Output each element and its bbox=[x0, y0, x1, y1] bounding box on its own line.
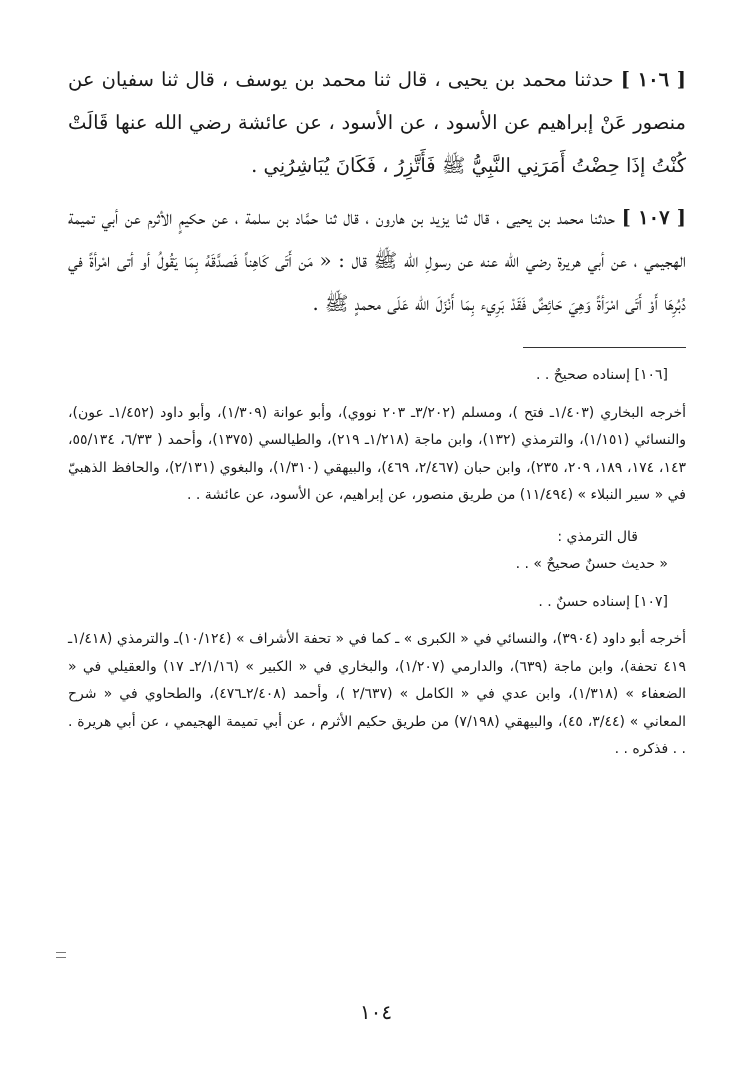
footnotes bbox=[68, 362, 686, 764]
hadith-text: حدثنا محمد بن يحيى ، قال ثنا محمد بن يوسف ، قال ثنا سفيان عن منصور عَنْ إبراهيم عن الأسود ، عن الأسود ، عن عائشة رضي الله عنها قَالَتْ كُنْتُ إذَا حِضْتُ أَمَرَنِي النَّبِيُّ ﷺ فَأَتَّزِرُ ، فَكَانَ يُبَاشِرُنِي . bbox=[68, 68, 686, 177]
note-106-sub: قال الترمذي : bbox=[557, 528, 638, 545]
note-106-head: [١٠٦] إسناده صحيحٌ . . bbox=[535, 367, 668, 383]
hadith-107 bbox=[68, 196, 686, 325]
hadith-106 bbox=[68, 58, 686, 187]
note-106-quote: « حديث حسنٌ صحيحٌ » . . bbox=[515, 556, 668, 572]
footnote-separator-wrap bbox=[68, 325, 686, 362]
note-107-body: أخرجه أبو داود (٣٩٠٤)، والنسائي في « الكبرى » ـ كما في « تحفة الأشراف » (١٠/١٢٤)ـ والترمذي (١/٤١٨ـ ٤١٩ تحفة)، وابن ماجة (٦٣٩)، والدارمي (١/٢٠٧)، والبخاري في « الكبير » (٢/١/١٦ـ ١٧) والعقيلي في « الضعفاء » (١/٣١٨)، وابن عدي في « الكامل » (٢/٦٣٧ )، وأحمد (٢/٤٠٨ـ٤٧٦)، والطحاوي في « شرح المعاني » (٣/٤٤، ٤٥)، والبيهقي (٧/١٩٨) من طريق حكيم الأثرم ، عن أبي تميمة الهجيمي ، عن أبي هريرة . . . فذكره . . bbox=[68, 631, 686, 757]
hadith-number: [ ١٠٦ ] bbox=[620, 68, 687, 91]
footnote-separator bbox=[523, 347, 686, 348]
hadith-number: [ ١٠٧ ] bbox=[621, 206, 687, 229]
note-106-body: أخرجه البخاري (١/٤٠٣ـ فتح )، ومسلم (٣/٢٠٢ـ ٢٠٣ نووي)، وأبو عوانة (١/٣٠٩)، وأبو داود (١/٤٥٢ـ عون)، والنسائي (١/١٥١)، والترمذي (١٣٢)، وابن ماجة (١/٢١٨ـ ٢١٩)، والطيالسي (١٣٧٥)، وأحمد ( ٦/٣٣، ٥٥/١٣٤، ١٤٣، ١٧٤، ١٨٩، ٢٠٩، ٢٣٥)، وابن حبان (٢/٤٦٧، ٤٦٩)، والبيهقي (١/٣١٠)، والبغوي (٢/١٣١)، والحافظ الذهبيّ في « سير النبلاء » (١١/٤٩٤) من طريق منصور، عن إبراهيم، عن الأسود، عن عائشة . . bbox=[68, 404, 687, 503]
margin-mark bbox=[56, 952, 66, 958]
page-number: ١٠٤ bbox=[359, 1000, 393, 1024]
note-107-head: [١٠٧] إسناده حسنٌ . . bbox=[538, 593, 668, 610]
page-content bbox=[68, 58, 686, 764]
hadith-text: حدثنا محمد بن يحيى ، قال ثنا يزيد بن هارون ، قال ثنا حمَّاد بن سلمة ، عن حكيمٍ الأثرم عن أبي تميمة الهجيمي ، عن أبي هريرة رضي الله عنه عن رسولِ الله ﷺ قال : « مَن أَتَى كَاهِناً فَصدَّقَهُ بِمَا يَقُولُ أو أتى امْرأةً في دُبُرِهَا أَوْ أَتَى امْرَأةً وَهِيَ حَائِضٌ فَقَدْ بَرِيء بِمَا أَنْزَلَ الله عَلَى محمدٍ ﷺ . bbox=[68, 206, 686, 315]
